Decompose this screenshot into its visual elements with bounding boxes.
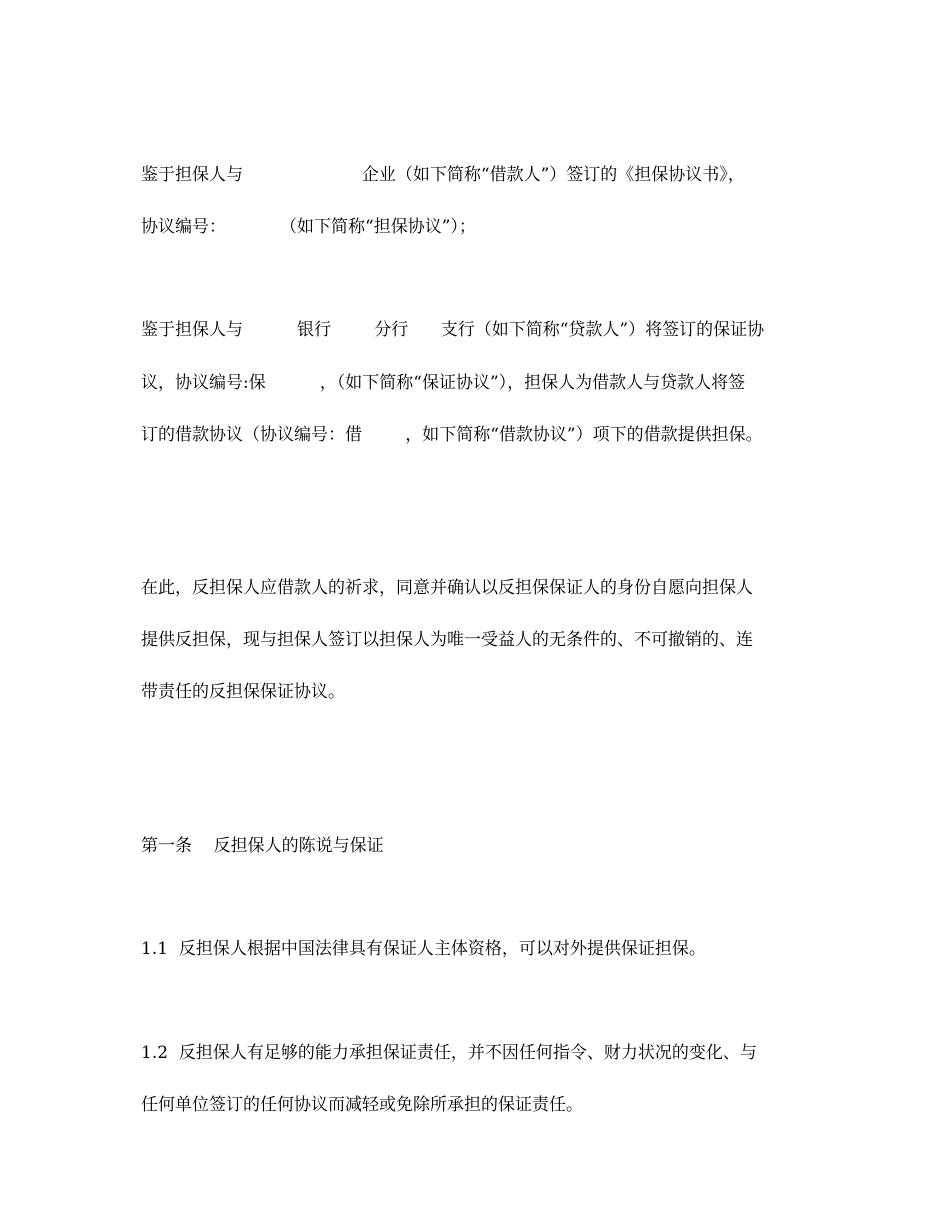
paragraph-agreement-line-2: 提供反担保，现与担保人签订以担保人为唯一受益人的无条件的、不可撤销的、连 <box>141 630 753 650</box>
paragraph-recital-2-line-3: 订的借款协议（协议编号：借 ，如下简称“借款协议”）项下的借款提供担保。 <box>141 425 763 445</box>
paragraph-recital-2-line-2: 议，协议编号:保 ，（如下简称“保证协议”），担保人为借款人与贷款人将签 <box>141 373 746 393</box>
paragraph-recital-1-line-1: 鉴于担保人与 企业（如下简称“借款人”）签订的《担保协议书》， <box>141 165 745 185</box>
article-1-heading: 第一条 反担保人的陈说与保证 <box>141 836 384 856</box>
paragraph-agreement-line-1: 在此，反担保人应借款人的祈求，同意并确认以反担保保证人的身份自愿向担保人 <box>141 578 753 598</box>
clause-1-2-line-2: 任何单位签订的任何协议而减轻或免除所承担的保证责任。 <box>141 1095 583 1115</box>
paragraph-recital-1-line-2: 协议编号： （如下简称“担保协议”）； <box>141 217 476 237</box>
paragraph-agreement-line-3: 带责任的反担保保证协议。 <box>141 682 345 702</box>
clause-1-2-line-1: 1.2 反担保人有足够的能力承担保证责任，并不因任何指令、财力状况的变化、与 <box>141 1043 757 1063</box>
clause-1-1-line-1: 1.1 反担保人根据中国法律具有保证人主体资格，可以对外提供保证担保。 <box>141 939 706 959</box>
paragraph-recital-2-line-1: 鉴于担保人与 银行 分行 支行（如下简称“贷款人”）将签订的保证协 <box>141 320 765 340</box>
